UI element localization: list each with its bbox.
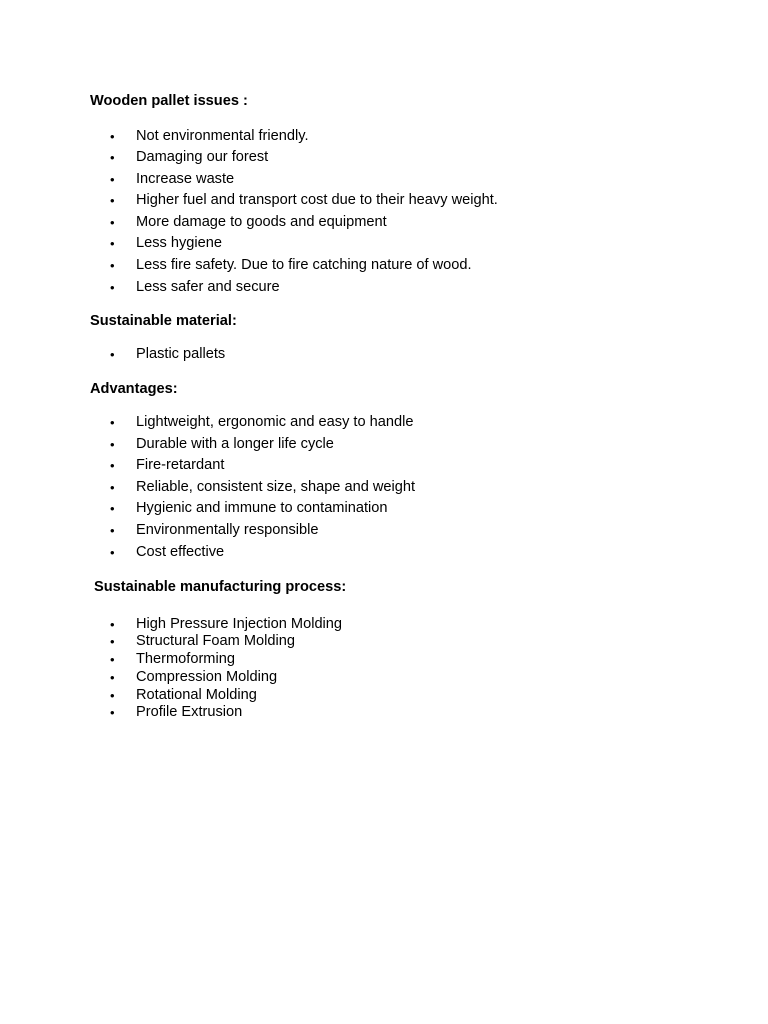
- list-item-text: Cost effective: [136, 543, 225, 560]
- list-item: [0, 542, 768, 564]
- list-item: [0, 477, 768, 499]
- list-item-text: Hygienic and immune to contamination: [136, 500, 388, 517]
- bullet-icon: •: [110, 236, 115, 252]
- list-item-text: Reliable, consistent size, shape and weight: [136, 478, 416, 495]
- list-item: [0, 233, 768, 255]
- manufacturing-process-list: [0, 616, 768, 723]
- bullet-icon: •: [110, 150, 115, 166]
- list-item-text: Fire-retardant: [136, 457, 225, 474]
- wooden-pallet-issues-list: [0, 126, 768, 299]
- list-item: [0, 147, 768, 169]
- list-item-text: Damaging our forest: [136, 149, 269, 166]
- list-item-text: More damage to goods and equipment: [136, 213, 387, 230]
- bullet-icon: •: [110, 193, 115, 209]
- list-item: [0, 277, 768, 299]
- list-item: [0, 412, 768, 434]
- list-item-text: Less fire safety. Due to fire catching nature of wood.: [136, 257, 472, 274]
- list-item-text: Lightweight, ergonomic and easy to handle: [136, 414, 414, 430]
- bullet-icon: •: [110, 522, 115, 538]
- list-item: [0, 344, 768, 366]
- list-item: [0, 212, 768, 234]
- list-item: [0, 190, 768, 212]
- bullet-icon: •: [110, 258, 115, 274]
- list-item-text: Compression Molding: [136, 668, 278, 685]
- section-heading-wooden-pallet-issues: Wooden pallet issues :: [90, 93, 248, 109]
- section-heading-sustainable-material: Sustainable material:: [90, 313, 237, 329]
- list-item-text: High Pressure Injection Molding: [136, 615, 343, 632]
- bullet-icon: •: [110, 616, 115, 632]
- list-item-text: Durable with a longer life cycle: [136, 435, 334, 452]
- list-item: [0, 455, 768, 477]
- bullet-icon: •: [110, 705, 115, 721]
- bullet-icon: •: [110, 214, 115, 230]
- advantages-list: [0, 412, 768, 563]
- bullet-icon: •: [110, 171, 115, 187]
- bullet-icon: •: [110, 501, 115, 517]
- bullet-icon: •: [110, 458, 115, 474]
- bullet-icon: •: [110, 128, 115, 144]
- bullet-icon: •: [110, 544, 115, 560]
- list-item: [0, 434, 768, 456]
- bullet-icon: •: [110, 634, 115, 650]
- list-item-text: Less safer and secure: [136, 278, 280, 295]
- list-item: [0, 169, 768, 191]
- list-item-text: Increase waste: [136, 170, 235, 187]
- list-item-text: Environmentally responsible: [136, 521, 319, 538]
- sustainable-material-list: [0, 344, 768, 366]
- list-item-text: Rotational Molding: [136, 686, 257, 703]
- list-item: [0, 669, 768, 687]
- bullet-icon: •: [110, 347, 115, 362]
- list-item: [0, 704, 768, 722]
- bullet-icon: •: [110, 479, 115, 495]
- bullet-icon: •: [110, 279, 115, 295]
- list-item: [0, 255, 768, 277]
- bullet-icon: •: [110, 436, 115, 452]
- list-item: [0, 498, 768, 520]
- list-item-text: Structural Foam Molding: [136, 633, 295, 650]
- bullet-icon: •: [110, 652, 115, 668]
- list-item-text: Thermoforming: [136, 651, 235, 668]
- list-item-text: Not environmental friendly.: [136, 127, 309, 144]
- list-item: [0, 126, 768, 148]
- list-item-text: Less hygiene: [136, 235, 223, 252]
- section-heading-advantages: Advantages:: [90, 381, 178, 397]
- list-item-text: Higher fuel and transport cost due to their heavy weight.: [136, 192, 498, 209]
- list-item: [0, 633, 768, 651]
- list-item: [0, 520, 768, 542]
- section-heading-sustainable-manufacturing-process: Sustainable manufacturing process:: [94, 579, 347, 595]
- bullet-icon: •: [110, 687, 115, 703]
- list-item: [0, 616, 768, 634]
- list-item: [0, 687, 768, 705]
- list-item-text: Profile Extrusion: [136, 704, 243, 721]
- list-item: [0, 651, 768, 669]
- bullet-icon: •: [110, 415, 115, 430]
- bullet-icon: •: [110, 669, 115, 685]
- list-item-text: Plastic pallets: [136, 346, 226, 362]
